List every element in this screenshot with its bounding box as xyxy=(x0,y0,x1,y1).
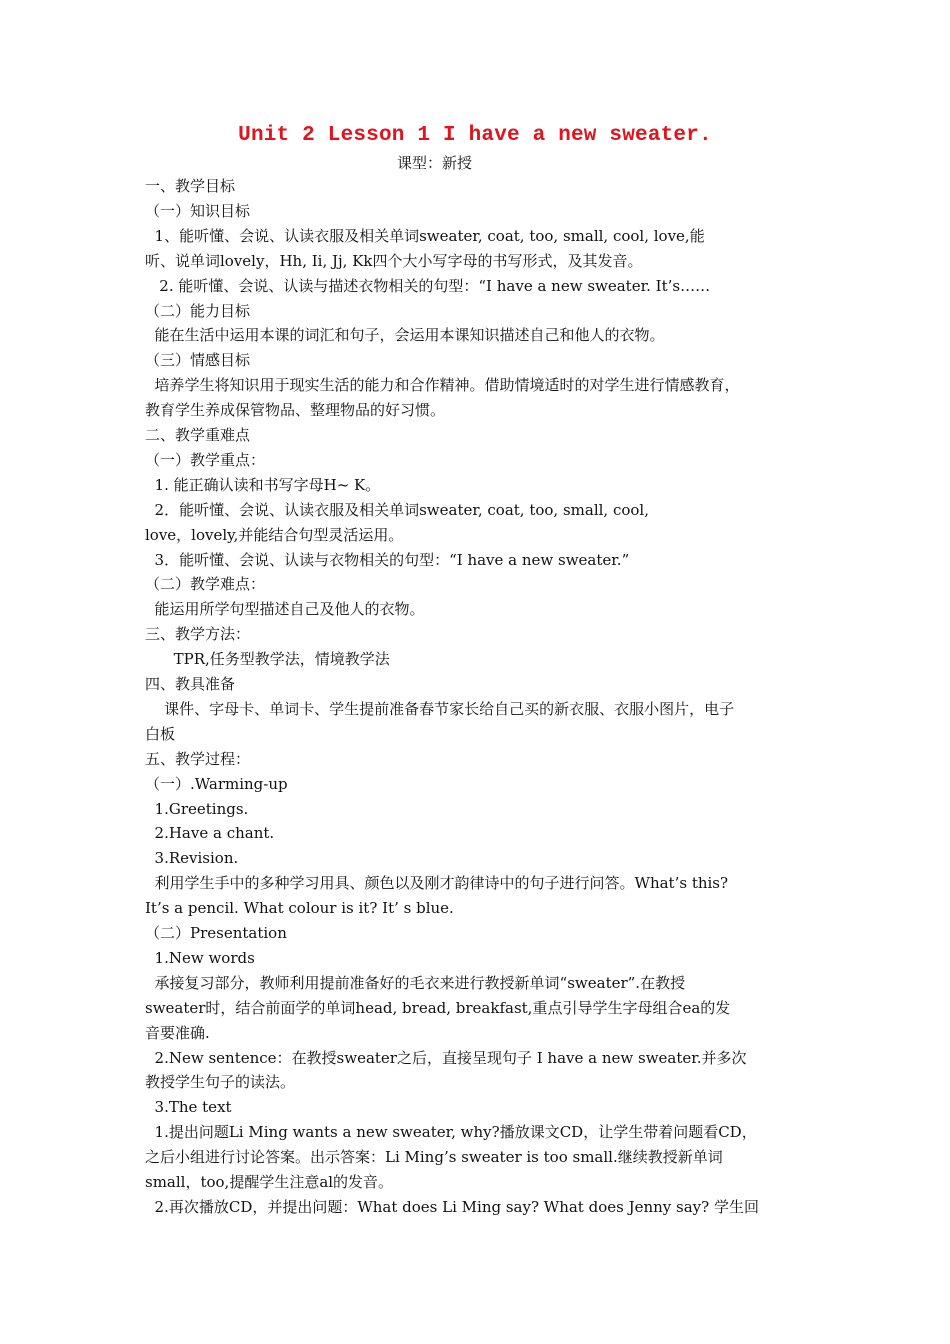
text-line: small，too,提醒学生注意al的发音。 xyxy=(145,1173,394,1191)
text-line: 3．能听懂、会说、认读与衣物相关的句型：“I have a new sweater.” xyxy=(145,550,630,569)
text-line: （三）情感目标 xyxy=(145,351,251,370)
text-line: sweater时，结合前面学的单词head, bread, breakfast,重点引导学生字母组合ea的发 xyxy=(145,998,731,1017)
text-line: TPR,任务型教学法，情境教学法 xyxy=(145,650,390,669)
text-line: 1.New words xyxy=(145,948,255,967)
text-line: 音要准确. xyxy=(145,1023,210,1042)
text-line: 2. 能听懂、会说、认读与描述衣物相关的句型：“I have a new sweater. It’s…… xyxy=(145,276,711,295)
text-line: It’s a pencil. What colour is it? It’ s blue. xyxy=(145,899,454,918)
text-line: love，lovely,并能结合句型灵活运用。 xyxy=(145,525,404,544)
text-line: （一）教学重点： xyxy=(145,450,266,469)
text-line: 课件、字母卡、单词卡、学生提前准备春节家长给自己买的新衣服、衣服小图片，电子 xyxy=(145,699,735,718)
text-line: 听、说单词lovely，Hh, Ii, Jj, Kk四个大小写字母的书写形式，及其发音。 xyxy=(145,251,643,270)
text-line: 之后小组进行讨论答案。出示答案：Li Ming’s sweater is too small.继续教授新单词 xyxy=(145,1148,723,1167)
text-line: 2.再次播放CD，并提出问题：What does Li Ming say? What does Jenny say? 学生回 xyxy=(145,1197,759,1216)
text-line: 二、教学重难点 xyxy=(145,426,251,444)
text-line: 三、教学方法： xyxy=(145,625,251,644)
text-line: 白板 xyxy=(145,724,176,743)
text-line: （一）知识目标 xyxy=(145,201,251,220)
text-line: 五、教学过程： xyxy=(145,749,251,768)
text-line: 3.Revision. xyxy=(145,849,239,868)
text-line: 教育学生养成保管物品、整理物品的好习惯。 xyxy=(145,401,446,420)
text-line: 利用学生手中的多种学习用具、颜色以及刚才韵律诗中的句子进行问答。What’s this? xyxy=(145,874,729,893)
text-line: 能在生活中运用本课的词汇和句子，会运用本课知识描述自己和他人的衣物。 xyxy=(145,326,665,345)
text-line: 2.Have a chant. xyxy=(145,824,275,843)
text-line: 1. 能正确认读和书写字母H~ K。 xyxy=(145,475,381,494)
text-line: 1、能听懂、会说、认读衣服及相关单词sweater, coat, too, small, cool, love,能 xyxy=(145,226,705,245)
text-line: 培养学生将知识用于现实生活的能力和合作精神。借助情境适时的对学生进行情感教育， xyxy=(145,376,740,395)
document-subtitle: 课型：新授 xyxy=(397,154,473,172)
text-line: 能运用所学句型描述自己及他人的衣物。 xyxy=(145,600,425,619)
text-line: （二）教学难点： xyxy=(145,575,266,594)
text-line: （二）能力目标 xyxy=(145,301,251,320)
text-line: 3.The text xyxy=(145,1098,232,1117)
text-line: 1.提出问题Li Ming wants a new sweater, why?播放课文CD，让学生带着问题看CD， xyxy=(145,1123,757,1142)
text-line: 1.Greetings. xyxy=(145,799,249,818)
text-line: 2.New sentence：在教授sweater之后，直接呈现句子 I have a new sweater.并多次 xyxy=(145,1048,747,1067)
text-line: 教授学生句子的读法。 xyxy=(145,1073,296,1092)
text-line: （二）Presentation xyxy=(145,924,287,942)
text-line: 承接复习部分，教师利用提前准备好的毛衣来进行教授新单词“sweater”.在教授 xyxy=(145,973,686,992)
text-line: 四、教具准备 xyxy=(145,675,236,693)
text-line: 一、教学目标 xyxy=(145,177,236,195)
document-title: Unit 2 Lesson 1 I have a new sweater. xyxy=(238,124,712,147)
text-line: 2．能听懂、会说、认读衣服及相关单词sweater, coat, too, small, cool, xyxy=(145,500,649,519)
text-line: （一）.Warming-up xyxy=(145,774,288,793)
